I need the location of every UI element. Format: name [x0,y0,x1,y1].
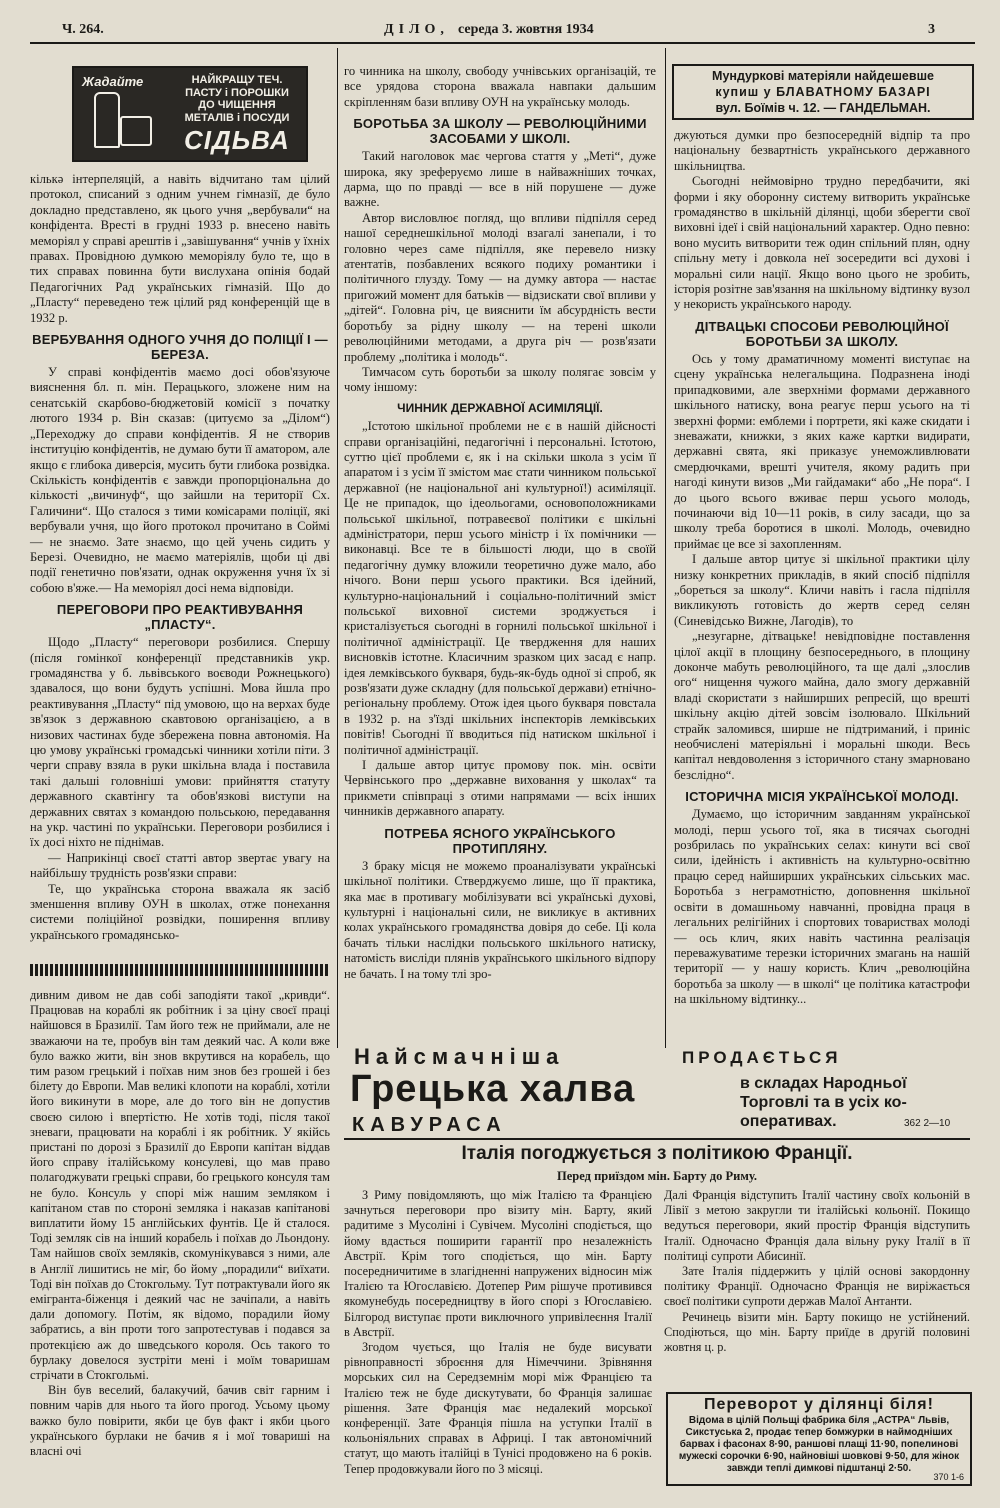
article-paragraph: — Наприкінці своєї статті автор звертає увагу на найбільшу трудність розв'язки справи: [30,850,330,881]
halva-ad-line: в складах Народньої [740,1075,907,1092]
article-paragraph: Такий наголовок має чергова стаття у „Меті“, дуже широка, яку зреферуємо лише в найважніших точках, дарма, що по правді — все в ній порушене — дуже важне. [344,149,656,210]
tin-icon [120,116,152,146]
article-paragraph: У справі конфідентів маємо досі обов'язуюче вияснення бл. п. мін. Перацького, зложене ним на сенатській скарбово-бюджетовій комісії з початку лютого 1934 р. Він сказав: (цитуємо за „Ділом“) „Переходжу до справи конфідентів. Я не створив інституцію конфідентів, не думаю бути її аматором, але якщо є глибока диверсія, мусить бути глибока розвідка. Скількість конфідентів є завжди пропорціональна до кількості „вичинуф“, що зайшли на території Сх. Галичини“. Що сталося з тими комісарами поліції, які вербували учня, що його протокол прочитано в Соймі — не знаємо. Зате знаємо, що цей учень сидить у Березі. Очевидно, не маємо матеріялів, щоби ці дві події генетично пов'язати, однак окруження учня їх зі собою в'яже.— На меморіял досі нема відповіди. [30,365,330,595]
article-paragraph: І дальше автор цитує промову пок. мін. освіти Червінського про „державне виховання у школах“ та прикмети співпраці з отими напрямами — всіх інших чинників державного апарату. [344,758,656,819]
mundurky-ad [672,64,974,120]
article-paragraph: Думаємо, що історичним завданням української молоді, перш усього тої, яка в тисячах сьогодні розбрилась по українських селах: кинути всі свої сили, ідейність і активність на культурно-освітню працю серед найширших українських сільських мас. Боротьба з неграмотністю, доповнення шкільної освіти в домашньому навчанні, провідна праця в легальних релігійних і спортових товариствах молоді — ось клич, яких навіть частинна реалізація переважуватиме терезки історичних змагань на нашій території — у нашу користь. Клич „революційна боротьба за школу — в школі“ це політика катастрофи на шкільному відтинку... [674,807,970,1007]
astra-ad-text: Відома в цілій Польщі фабрика біля „АСТРА“ Львів, Сикстуська 2, продає тепер бомжурки в наймодніших барвах і фасонах 8·90, раншові плащі 11·90, попелинові мужескі сорочки 6·90, найновіші шовкові 9·50, для жінок завжди теплі димкові підштанці 2·50. [678,1415,960,1474]
article-paragraph: Зате Італія піддержить у цілій основі закордонну політику Франції. Одночасно Франція не виріжається своєї політики супроти держав Малої Антанти. [664,1264,970,1309]
italy-article-rule [344,1138,970,1140]
sidva-ad-line: МЕТАЛІВ і ПОСУДИ [184,111,290,124]
bottle-icon [94,92,120,148]
italy-article-left [344,1188,652,1477]
subheading: ЧИННИК ДЕРЖАВНОЇ АСИМІЛЯЦІЇ. [397,400,603,415]
column-2 [344,64,656,982]
column-rule-1 [337,48,338,1048]
article-paragraph: І дальше автор цитує зі шкільної практики цілу низку конкретних прикладів, в який спосіб підпілля „бореться за школу“. Кличи навіть і гасла підпілля викликують готовість до жертв серед селян (Синевідсько Вижне, Лагодів), то [674,552,970,628]
article-paragraph: джуються думки про безпосередній відпір та про національну безвартність українського державного шкільництва. [674,128,970,173]
header-rule [30,42,975,44]
issue-number: Ч. 264. [62,22,104,37]
lower-story [30,988,330,1459]
section-heading: ДІТВАЦЬКІ СПОСОБИ РЕВОЛЮЦІЙНОЇ БОРОТЬБИ ЗА ШКОЛУ. [695,318,949,349]
article-paragraph: Згодом чується, що Італія не буде висувати рівноправності зброєння для Німеччини. Зрівняння морських сил на Середземнім морі між Францією та Італією теж не буде дискутувати, бо Франція залишає рішення. Зате Франція має недалекий морської конференції. Зате Франція пішла на уступки Італії в кольоніяльних справах в Африці. І так автономічний статут, що мають італійці в Тунісі продовжено на 6 років. Тепер продовжували його по 3 місяці. [344,1340,652,1476]
article-paragraph: Тимчасом суть боротьби за школу полягає зовсім у чому іншому: [344,364,656,395]
article-paragraph: Ось у тому драматичному моменті виступає на сцену українська нелегальщина. Подразнена іноді припадковими, але зверхніми формами державного шкільного натиску, вона реагує перш усього на ті зверхні форми: емблеми і портрети, які каже скидати і зневажати, книжки, з яких каже картки видирати, державні свята, які приказує унеможливлювати смердючками, врешті учителя, якому радить при нагоді кинути визов „Ми гайдамаки“ або „Не пора“. І до цього всього вживає перш усього молодь, починаючи від 10—11 років, в силу засади, що за школу треба боротися в школі. Молодь, очевидно приймає це все зі захопленням. [674,351,970,551]
mundurky-ad-line: Мундуркові матеріяли найдешевше [712,69,934,83]
article-paragraph: Автор висловлює погляд, що впливи підпілля серед нашої середнешкільної молоді взагалі занепали, і то головно через саме підпілля, яке перевело низку атентатів, позбавлених всякого подиху романтики і політичного глузду. Тому — на думку автора — настає пригожий момент для батьків — відзискати свої впливи у „дітей“. Головна річ, це вияснити їм абсурдність вести боротьбу за рідну школу — на терені школи революційними методами, а друга річ — розв'язати проблему „політика і молодь“. [344,210,656,364]
section-heading: ІСТОРИЧНА МІСІЯ УКРАЇНСЬКОЇ МОЛОДІ. [685,789,959,805]
halva-ad-title: Грецька халва [350,1068,636,1110]
sidva-ad-text [172,74,302,124]
column-rule-2 [665,48,666,1048]
sidva-ad-line: НАЙКРАЩУ ТЕЧ. [191,74,283,86]
column-1 [30,172,330,943]
halva-ad [344,1044,970,1136]
article-paragraph: Щодо „Пласту“ переговори розбилися. Спершу (після гомінкої конференції представників укр. громадянства у б. львівського воєводи Рожнецького) здавалося, що вони будуть успішні. Мова йшла про реактивування „Пласту“ під умовою, що на верхах буде зв'язок з державною скавтовою організацією, а в низових частинах буде збережена повна автономія. На цю умову українські громадські чинники хотіли піти. З черги справу взяла в руки шкільна влада і поставила такі дальші головніші умови: прийняття статуту державного скавтінгу та обов'язкові виступи на державних святах з командою польською, передавання на укр. частині по українськи. Переговори розбилися і їх досі ніхто не піднімав. [30,635,330,850]
halva-ad-sold: ПРОДАЄТЬСЯ [682,1048,842,1067]
italy-article-title: Італія погоджується з політикою Франції. [461,1143,853,1164]
astra-ad [666,1392,972,1486]
astra-ad-title: Переворот у ділянці біля! [704,1396,934,1413]
sidva-brand: СІДЬВА [184,125,290,155]
ornament-divider [30,964,330,976]
italy-article-subtitle: Перед приїздом мін. Барту до Риму. [557,1169,757,1183]
article-paragraph: Речинець візити мін. Барту покищо не устійнений. Сподіються, що мін. Барту приїде в другій половині жовтня ц. р. [664,1309,970,1355]
italy-article-right [664,1188,970,1355]
sidva-ad-line: Жадайте [82,74,144,89]
section-heading: БОРОТЬБА ЗА ШКОЛУ — РЕВОЛЮЦІЙНИМИ ЗАСОБАМИ У ШКОЛІ. [353,116,647,147]
page-number: 3 [928,22,935,37]
mundurky-ad-line: вул. Боїмів ч. 12. — ГАНДЕЛЬМАН. [715,101,931,115]
sidva-ad-line: ПАСТУ і ПОРОШКИ [185,86,289,99]
article-paragraph: Сьогодні неймовірно трудно передбачити, які форми і яку оборонну систему витворить українське громадянство в шкільній ділянці, щоби зберегти свої виховні ідеї і свій національний характер. Одно певно: воно мусить витворити теж один спільний плян, одну спільну мету і довкола неї зосередити всі духові і моральні сили нації. Якщо воно цього не зробить, історія розітне зав'язання на шкільному відтинку вузол у некористь українського народу. [674,174,970,312]
article-paragraph: го чинника на школу, свободу учнівських організацій, те все урядова сторона вважала навпаки дальшим скріпленням бази впливу ОУН на українську молодь. [344,64,656,109]
column-3 [674,128,970,1008]
halva-ad-line: Торговлі та в усіх ко- [740,1094,907,1111]
section-heading: ПОТРЕБА ЯСНОГО УКРАЇНСЬКОГО ПРОТИПЛЯНУ. [384,825,616,856]
sidva-ad-line: ДО ЧИЩЕННЯ [198,99,276,111]
article-paragraph: „незугарне, дітвацьке! невідповідне поставлення цілої акції в площину безпосереднього, в площину доконче мабуть революційного, та ще далі „злослив ого“ нищення чужого майна, дало змогу державній владі скористати з найширших репресій, що врешті шкільну акцію дітей зовсім ізолювало. Шкільний страйк заломився, ширше не підтриманий, і приніс необчислені матеріяльні і моральні шкоди. Весь капітал невдоволення з історичного стану змарновано безслідно“. [674,629,970,782]
article-paragraph: кількә інтерпеляцій, а навіть відчитано там цілий протокол, списаний з одним учнем гімназії, де було докладно представлено, як цього учня „вербували“ на конфідента. Вресті в грудні 1933 р. внесено навіть меморіял у справі арештів і „завішування“ учнів у їхніх правах. Провідною думкою меморіялу було те, що в тих справах повинна бути вислухана опінія бодай Педагогічних Рад українських гімназій. Що до „Пласту“ переведено теж цілий ряд конференцій ще в 1932 р. [30,172,330,325]
article-paragraph: З браку місця не можемо проаналізувати українські шкільної політики. Стверджуємо лише, що її практика, яка має в противагу мобілізувати всі українські духові, культурні і національні сили, не викликує в активних колах українського громадянства довіря до себе. Ці кола бачать тільки наслідки польського шкільного натиску, натомість висліди плянів українського шкільного відпору не бачать. І на тому тлі зро- [344,858,656,981]
newspaper-name: ДІЛО, [384,22,449,37]
article-paragraph: дивним дивом не дав собі заподіяти такої „кривди“. Працював на кораблі як робітник і за ціну своєї праці найшовся в Бразилії. Там його теж не приймали, але не зважаючи на те, пробув він там деякий час. А коли вже було важко жити, він знов вкрутився на корабель, що тим разом грецький і поїхав ним знов без грошей і без білету до Европи. Мав великі клопоти на кораблі, хотіли його викинути в море, але до того він не допустив своєю силою і впертістю. Не хотів тоді, після такої зневаги, працювати на кораблі і як робітник. У якійсь пристані по дорозі з Бразилії до Европи капітан віддав його справу італійському консулеві, що мав право полагоджувати грецькі справи, бо грецького консуля там не було. Консуль у спорі між нашим земляком і капітаном став по стороні земляка і наказав капітанові виплатити йому 15 англійських фунтів. Це й сталося. Тоді земляк сів на інший корабель і поїхав до Льондону. Там найшов своїх земляків, скомунікувався з ними, але в Англії лишитись не міг, бо йому „порадили“ виїхати. Тоді він поїхав до Стокгольму. Тут потрактували його як емігранта-біженця і деякий час не зачіпали, а навіть дали допомогу. Потім, як відомо, порадили йому забратись, а він проти того запротестував і подався за протекцією аж до шведського короля. Ось такого то бурлаку довелося зустріти мені і моїм товаришам стрічати в Стокгольмі. [30,988,330,1383]
section-heading: ПЕРЕГОВОРИ ПРО РЕАКТИВУВАННЯ „ПЛАСТУ“. [56,602,304,633]
astra-ad-code: 370 1-6 [933,1472,964,1482]
article-paragraph: Далі Франція відступить Італії частину своїх кольоній в Лівії з метою закругли ти італійські кольонії. Покищо ведуться переговори, який простір Франція відступить Італії. Одночасно Франція дала вільну руку Італії в її політиці супроти Абисинії. [664,1188,970,1263]
article-paragraph: З Риму повідомляють, що між Італією та Францією зачнуться переговори про візиту мін. Барту, який радитиме з Мусоліні і Сувічем. Мусоліні сподіється, що йому вдасться поширити гарантії про незалежність Австрії. Крім того сподіється, що мін. Барту посередничитиме в злагідненні напружених відносин між Італією та Югославією. Дотепер Рим рішуче противився якомунебудь посередництву в його спорі з Югославією. Білгород виступає проти виключного упривілеєння Італії в Австрії. [344,1188,652,1339]
halva-ad-brand: КАВУРАСА [352,1114,507,1136]
article-paragraph: „Істотою шкільної проблеми не є в нашій дійсності справи організаційні, педагогічні і персональні. Істотою, суттю цієї проблеми є, як і на скільки школа з усім її апаратом і з усім її змістом має стати чинником польської державної (не національної ані культурної!) асиміляції. Це не припадок, що ідеольогами, основоположниками польської шкільної, потравеєвої політики є шкільні адміністратори, перш усього міністр і їх помічники — виконавці. Все те в більшості люди, що в своїй педагогічну думку вложили теоретично дуже мало, або нічого. Вони перш усього практики. Вся ідейний, культурно-національний і соціально-політичний зміст польської виховної системи зроджується і кристалізується сьогодні в горнилі польської шкільної і політичної адміністрації. Це твердження для наших висновків істотне. Класичним зразком цих засад є напр. ідея лемківського букваря, будь-як-будь одної зі спроб, як розв'язати дуже складну (для польської держави) етнічно-регіональну проблему. Отож ідея цього букваря повстала в 1932 р. на з'їзді шкільних інспекторів лемківських повітів! Сьогодні її вводиться під натиском шкільної і політичної адміністрації. [344,419,656,757]
article-paragraph: Він був веселий, балакучий, бачив світ гарним і повним чарів для нього та його прогод. Усьому цьому важко було повірити, якби це був факт і якби цього українського бурлаки не бачив я і мої товариші на власні очі [30,1383,330,1459]
mundurky-ad-text [674,66,972,116]
article-paragraph: Те, що українська сторона вважала як засіб зменшення впливу ОУН в школах, отже понехання системи поліційної розвідки, поширення впливу українського громадянсько- [30,881,330,942]
sidva-ad [72,66,308,162]
halva-ad-code: 362 2—10 [904,1118,951,1129]
section-heading: ВЕРБУВАННЯ ОДНОГО УЧНЯ ДО ПОЛІЦІЇ І — БЕРЕЗА. [32,332,328,363]
halva-ad-line: оперативах. [740,1113,837,1130]
halva-ad-line: Найсмачніша [354,1044,565,1069]
halva-ad-places [740,1074,907,1131]
mundurky-ad-line: купиш у БЛАВАТНОМУ БАЗАРІ [715,85,931,99]
issue-date: середа 3. жовтня 1934 [458,22,594,37]
